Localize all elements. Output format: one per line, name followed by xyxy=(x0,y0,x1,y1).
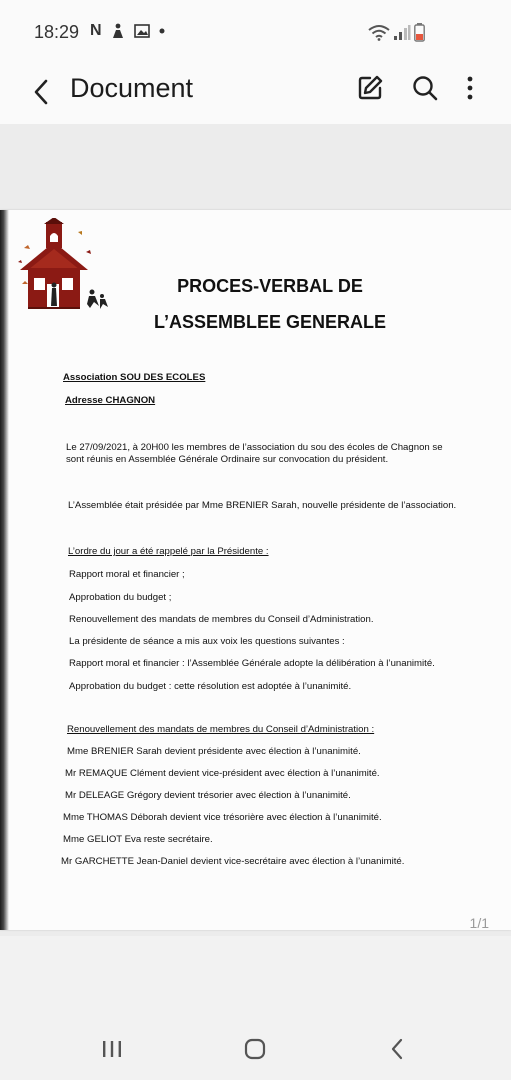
document-title-line1: PROCES-VERBAL DE xyxy=(177,276,363,296)
nav-back-button[interactable] xyxy=(390,1038,404,1065)
vote-result: Approbation du budget : cette résolution est adoptée à l’unanimité. xyxy=(69,681,352,692)
chevron-left-icon xyxy=(33,79,49,105)
status-notification-icons xyxy=(90,22,165,40)
presided-statement: L’Assemblée était présidée par Mme BRENIER Sarah, nouvelle présidente de l’association. xyxy=(68,500,457,511)
agenda-heading: L’ordre du jour a été rappelé par la Présidente : xyxy=(68,546,269,557)
edit-button[interactable] xyxy=(355,73,387,105)
document-viewer[interactable] xyxy=(0,124,511,936)
agenda-item: Rapport moral et financier ; xyxy=(69,569,185,580)
more-options-button[interactable] xyxy=(458,73,482,105)
recents-button[interactable] xyxy=(102,1040,122,1063)
agenda-item: Approbation du budget ; xyxy=(69,592,172,603)
intro-line2: sont réunis en Assemblée Générale Ordinaire sur convocation du président. xyxy=(66,454,389,465)
app-bar xyxy=(0,62,511,125)
more-vertical-icon xyxy=(458,73,482,103)
vote-result: Rapport moral et financier : l’Assemblée Générale adopte la délibération à l’unanimité. xyxy=(69,658,435,669)
renewal-item: Mme THOMAS Déborah devient vice trésorière avec élection à l’unanimité. xyxy=(63,812,382,823)
intro-line1: Le 27/09/2021, à 20H00 les membres de l’association du sou des écoles de Chagnon se xyxy=(66,442,443,453)
renewal-heading: Renouvellement des mandats de membres du Conseil d’Administration : xyxy=(67,724,375,735)
renewal-item: Mr REMAQUE Clément devient vice-président avec élection à l’unanimité. xyxy=(65,768,380,779)
association-address: Adresse CHAGNON xyxy=(65,395,156,406)
search-icon xyxy=(410,73,440,103)
home-icon xyxy=(244,1038,266,1060)
image-notification-icon xyxy=(134,24,150,38)
signal-icon xyxy=(393,24,411,41)
page-title: Document xyxy=(70,73,194,103)
search-button[interactable] xyxy=(410,73,442,105)
figure-notification-icon xyxy=(111,23,125,39)
chevron-left-icon xyxy=(390,1038,404,1060)
renewal-item: Mr DELEAGE Grégory devient trésorier avec élection à l’unanimité. xyxy=(65,790,351,801)
renewal-item: Mme GELIOT Eva reste secrétaire. xyxy=(63,834,213,845)
battery-icon xyxy=(414,23,425,42)
association-name: Association SOU DES ECOLES xyxy=(63,372,206,383)
renewal-item: Mme BRENIER Sarah devient présidente avec élection à l’unanimité. xyxy=(67,746,361,757)
status-time: 18:29 xyxy=(34,22,80,42)
back-button[interactable] xyxy=(25,72,57,112)
status-bar xyxy=(0,0,511,62)
page-edge-shadow xyxy=(0,210,9,930)
agenda-item: Renouvellement des mandats de membres du Conseil d’Administration. xyxy=(69,614,374,625)
edit-icon xyxy=(355,73,385,103)
page-counter: 1/1 xyxy=(469,915,489,931)
wifi-icon xyxy=(368,24,390,41)
n-notification-icon: N xyxy=(90,22,102,39)
renewal-item: Mr GARCHETTE Jean-Daniel devient vice-secrétaire avec élection à l’unanimité. xyxy=(61,856,405,867)
school-logo xyxy=(16,218,116,318)
vote-intro: La présidente de séance a mis aux voix les questions suivantes : xyxy=(69,636,345,647)
dot-icon xyxy=(159,28,165,34)
recents-icon xyxy=(102,1040,122,1058)
document-title-line2: L’ASSEMBLEE GENERALE xyxy=(153,312,387,332)
home-button[interactable] xyxy=(244,1038,266,1065)
document-page[interactable] xyxy=(0,210,511,930)
